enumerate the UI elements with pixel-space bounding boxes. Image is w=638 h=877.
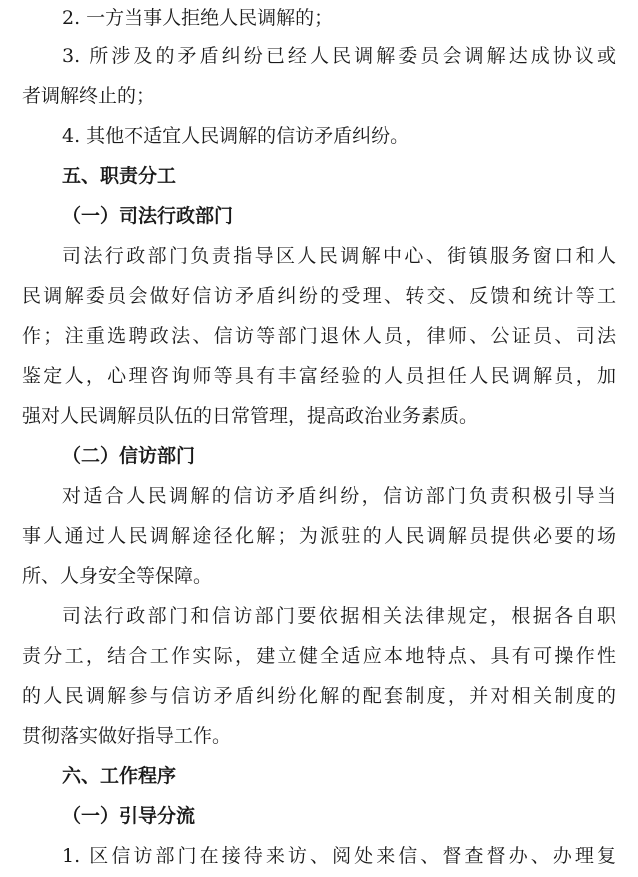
paragraph-line: 贯彻落实做好指导工作。	[22, 725, 232, 747]
list-item-3: 3. 所涉及的矛盾纠纷已经人民调解委员会调解达成协议或	[62, 45, 616, 67]
subsection-heading-judicial: （一）司法行政部门	[62, 205, 234, 227]
paragraph-line: 司法行政部门和信访部门要依据相关法律规定，根据各自职	[62, 605, 616, 627]
subsection-heading-diversion: （一）引导分流	[62, 805, 196, 827]
paragraph-line: 民调解委员会做好信访矛盾纠纷的受理、转交、反馈和统计等工	[22, 285, 616, 307]
list-item-1: 1. 区信访部门在接待来访、阅处来信、督查督办、办理复	[62, 845, 616, 867]
section-heading-5: 五、职责分工	[62, 165, 177, 187]
paragraph-line: 作；注重选聘政法、信访等部门退休人员，律师、公证员、司法	[22, 325, 616, 347]
paragraph-line: 事人通过人民调解途径化解；为派驻的人民调解员提供必要的场	[22, 525, 616, 547]
paragraph-line: 的人民调解参与信访矛盾纠纷化解的配套制度，并对相关制度的	[22, 685, 616, 707]
subsection-heading-petition: （二）信访部门	[62, 445, 196, 467]
list-item-4: 4. 其他不适宜人民调解的信访矛盾纠纷。	[62, 125, 410, 147]
paragraph-line: 对适合人民调解的信访矛盾纠纷，信访部门负责积极引导当	[62, 485, 616, 507]
list-item-2: 2. 一方当事人拒绝人民调解的；	[62, 7, 334, 29]
paragraph-line: 司法行政部门负责指导区人民调解中心、街镇服务窗口和人	[62, 245, 616, 267]
paragraph-line: 所、人身安全等保障。	[22, 565, 213, 587]
section-heading-6: 六、工作程序	[62, 765, 177, 787]
paragraph-line: 强对人民调解员队伍的日常管理，提高政治业务素质。	[22, 405, 479, 427]
paragraph-line: 鉴定人，心理咨询师等具有丰富经验的人员担任人民调解员，加	[22, 365, 616, 387]
list-item-3-continued: 者调解终止的；	[22, 85, 156, 107]
paragraph-line: 责分工，结合工作实际，建立健全适应本地特点、具有可操作性	[22, 645, 616, 667]
